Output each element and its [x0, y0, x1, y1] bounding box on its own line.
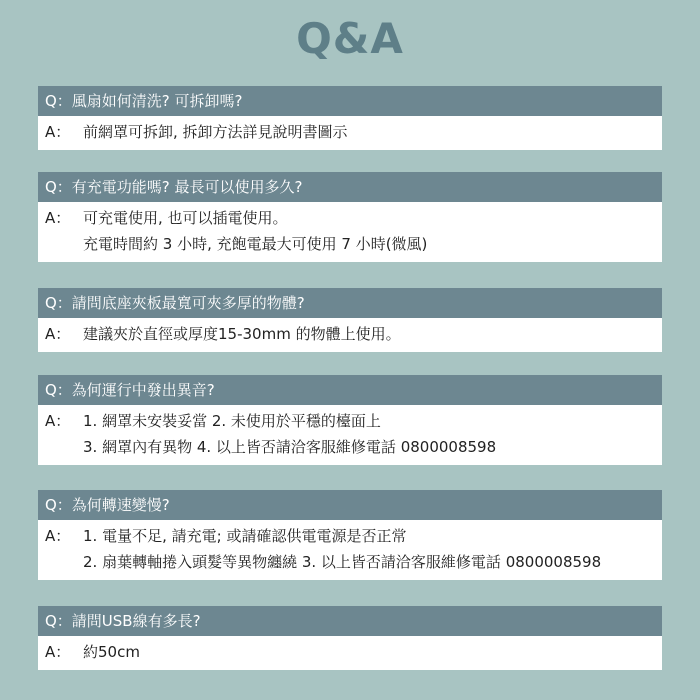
- qa-item: [38, 288, 662, 352]
- answer-prefix: A：: [45, 527, 71, 545]
- qa-item: [38, 86, 662, 150]
- answer-line: 充電時間約 3 小時, 充飽電最大可使用 7 小時(微風): [83, 235, 428, 253]
- answer-prefix: A：: [45, 412, 71, 430]
- answer-box: [38, 636, 662, 670]
- qa-item: [38, 490, 662, 580]
- question-bar: Q：風扇如何清洗? 可拆卸嗎?: [38, 86, 662, 116]
- answer-prefix: A：: [45, 123, 71, 141]
- answer-box: [38, 318, 662, 352]
- answer-line: 1. 網罩未安裝妥當 2. 未使用於平穩的檯面上: [83, 412, 381, 430]
- page-title: Q&A: [296, 14, 404, 63]
- answer-line: 可充電使用, 也可以插電使用。: [83, 209, 288, 227]
- answer-line: 1. 電量不足, 請充電; 或請確認供電電源是否正常: [83, 527, 407, 545]
- answer-line: 3. 網罩內有異物 4. 以上皆否請洽客服維修電話 0800008598: [83, 438, 497, 456]
- question-bar: Q：有充電功能嗎? 最長可以使用多久?: [38, 172, 662, 202]
- question-bar: Q：請問底座夾板最寬可夾多厚的物體?: [38, 288, 662, 318]
- qa-item: [38, 172, 662, 262]
- question-bar: Q：請問USB線有多長?: [38, 606, 662, 636]
- answer-box: [38, 202, 662, 262]
- qa-item: [38, 606, 662, 670]
- answer-line: 建議夾於直徑或厚度15-30mm 的物體上使用。: [83, 325, 401, 343]
- question-bar: Q：為何轉速變慢?: [38, 490, 662, 520]
- answer-line: 前網罩可拆卸, 拆卸方法詳見說明書圖示: [83, 123, 348, 141]
- qa-item: [38, 375, 662, 465]
- answer-line: 約50cm: [83, 643, 140, 661]
- answer-box: [38, 520, 662, 580]
- answer-prefix: A：: [45, 325, 71, 343]
- answer-prefix: A：: [45, 643, 71, 661]
- answer-line: 2. 扇葉轉軸捲入頭髮等異物纏繞 3. 以上皆否請洽客服維修電話 0800008598: [83, 553, 602, 571]
- answer-prefix: A：: [45, 209, 71, 227]
- question-bar: Q：為何運行中發出異音?: [38, 375, 662, 405]
- answer-box: [38, 116, 662, 150]
- answer-box: [38, 405, 662, 465]
